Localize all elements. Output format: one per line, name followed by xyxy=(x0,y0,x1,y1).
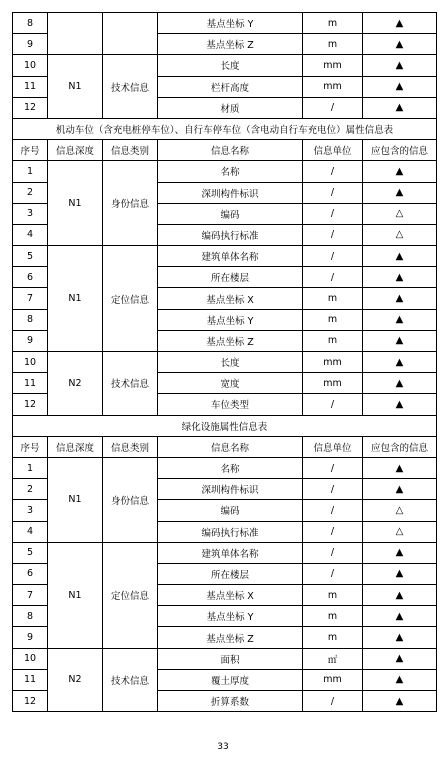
table-row xyxy=(13,542,437,563)
required-mark-cell: ▲ xyxy=(363,648,437,669)
row-number-cell: 9 xyxy=(13,34,48,55)
info-category-cell xyxy=(103,13,158,55)
info-unit-cell: m xyxy=(303,606,363,627)
info-name-cell: 名称 xyxy=(158,457,303,478)
info-depth-cell: N1 xyxy=(48,542,103,648)
row-number-cell: 9 xyxy=(13,627,48,648)
info-unit-cell: / xyxy=(303,182,363,203)
required-mark-cell: ▲ xyxy=(363,13,437,34)
row-number-cell: 4 xyxy=(13,224,48,245)
required-mark-cell: △ xyxy=(363,224,437,245)
info-name-cell: 材质 xyxy=(158,97,303,118)
info-name-cell: 所在楼层 xyxy=(158,267,303,288)
row-number-cell: 8 xyxy=(13,309,48,330)
required-mark-cell: ▲ xyxy=(363,669,437,690)
info-unit-cell: / xyxy=(303,563,363,584)
required-mark-cell: ▲ xyxy=(363,352,437,373)
info-name-cell: 折算系数 xyxy=(158,691,303,712)
table-row xyxy=(13,352,437,373)
page-number: 33 xyxy=(217,742,229,752)
row-number-cell: 8 xyxy=(13,606,48,627)
info-unit-cell: m xyxy=(303,330,363,351)
info-unit-cell: / xyxy=(303,267,363,288)
required-mark-cell: △ xyxy=(363,500,437,521)
info-name-cell: 编码 xyxy=(158,203,303,224)
info-name-cell: 深圳构件标识 xyxy=(158,479,303,500)
info-depth-cell: N1 xyxy=(48,55,103,119)
column-header: 信息类别 xyxy=(103,436,158,457)
info-name-cell: 编码 xyxy=(158,500,303,521)
row-number-cell: 10 xyxy=(13,648,48,669)
required-mark-cell: ▲ xyxy=(363,55,437,76)
column-header: 信息类别 xyxy=(103,140,158,161)
required-mark-cell: ▲ xyxy=(363,330,437,351)
table-title-row xyxy=(13,118,437,139)
row-number-cell: 12 xyxy=(13,691,48,712)
info-unit-cell: / xyxy=(303,97,363,118)
info-name-cell: 建筑单体名称 xyxy=(158,246,303,267)
info-name-cell: 名称 xyxy=(158,161,303,182)
info-unit-cell: mm xyxy=(303,669,363,690)
info-category-cell: 身份信息 xyxy=(103,161,158,246)
required-mark-cell: ▲ xyxy=(363,309,437,330)
table-row xyxy=(13,161,437,182)
required-mark-cell: ▲ xyxy=(363,288,437,309)
column-header: 序号 xyxy=(13,140,48,161)
document-page xyxy=(12,12,436,712)
row-number-cell: 3 xyxy=(13,203,48,224)
table-row xyxy=(13,13,437,34)
table-header-row xyxy=(13,140,437,161)
required-mark-cell: ▲ xyxy=(363,479,437,500)
row-number-cell: 5 xyxy=(13,542,48,563)
info-unit-cell: / xyxy=(303,394,363,415)
row-number-cell: 3 xyxy=(13,500,48,521)
table-title-row xyxy=(13,415,437,436)
info-name-cell: 宽度 xyxy=(158,373,303,394)
info-unit-cell: / xyxy=(303,500,363,521)
table-title: 绿化设施属性信息表 xyxy=(13,415,437,436)
info-depth-cell: N2 xyxy=(48,648,103,712)
info-name-cell: 基点坐标 Y xyxy=(158,309,303,330)
info-category-cell: 技术信息 xyxy=(103,55,158,119)
info-name-cell: 深圳构件标识 xyxy=(158,182,303,203)
info-unit-cell: ㎡ xyxy=(303,648,363,669)
table-title: 机动车位（含充电桩停车位）、自行车停车位（含电动自行车充电位）属性信息表 xyxy=(13,118,437,139)
column-header: 信息深度 xyxy=(48,140,103,161)
table-row xyxy=(13,55,437,76)
info-name-cell: 编码执行标准 xyxy=(158,521,303,542)
required-mark-cell: ▲ xyxy=(363,691,437,712)
required-mark-cell: ▲ xyxy=(363,246,437,267)
required-mark-cell: △ xyxy=(363,521,437,542)
info-unit-cell: / xyxy=(303,224,363,245)
info-unit-cell: m xyxy=(303,13,363,34)
row-number-cell: 4 xyxy=(13,521,48,542)
row-number-cell: 7 xyxy=(13,585,48,606)
info-unit-cell: m xyxy=(303,309,363,330)
required-mark-cell: ▲ xyxy=(363,267,437,288)
info-unit-cell: m xyxy=(303,585,363,606)
row-number-cell: 1 xyxy=(13,161,48,182)
row-number-cell: 9 xyxy=(13,330,48,351)
info-name-cell: 建筑单体名称 xyxy=(158,542,303,563)
row-number-cell: 11 xyxy=(13,669,48,690)
info-depth-cell: N1 xyxy=(48,161,103,246)
required-mark-cell: ▲ xyxy=(363,76,437,97)
table-row xyxy=(13,457,437,478)
info-name-cell: 覆土厚度 xyxy=(158,669,303,690)
column-header: 信息单位 xyxy=(303,140,363,161)
info-name-cell: 基点坐标 Z xyxy=(158,330,303,351)
info-category-cell: 技术信息 xyxy=(103,648,158,712)
info-unit-cell: / xyxy=(303,479,363,500)
info-category-cell: 身份信息 xyxy=(103,457,158,542)
column-header: 信息名称 xyxy=(158,436,303,457)
info-unit-cell: / xyxy=(303,457,363,478)
column-header: 序号 xyxy=(13,436,48,457)
info-unit-cell: m xyxy=(303,34,363,55)
info-name-cell: 长度 xyxy=(158,55,303,76)
info-unit-cell: / xyxy=(303,161,363,182)
required-mark-cell: ▲ xyxy=(363,97,437,118)
row-number-cell: 8 xyxy=(13,13,48,34)
column-header: 信息单位 xyxy=(303,436,363,457)
info-depth-cell: N2 xyxy=(48,352,103,416)
row-number-cell: 10 xyxy=(13,55,48,76)
required-mark-cell: ▲ xyxy=(363,563,437,584)
info-name-cell: 长度 xyxy=(158,352,303,373)
row-number-cell: 12 xyxy=(13,394,48,415)
row-number-cell: 2 xyxy=(13,182,48,203)
info-category-cell: 定位信息 xyxy=(103,246,158,352)
required-mark-cell: ▲ xyxy=(363,585,437,606)
required-mark-cell: ▲ xyxy=(363,161,437,182)
required-mark-cell: ▲ xyxy=(363,606,437,627)
column-header: 应包含的信息 xyxy=(363,436,437,457)
info-name-cell: 基点坐标 X xyxy=(158,288,303,309)
row-number-cell: 7 xyxy=(13,288,48,309)
row-number-cell: 12 xyxy=(13,97,48,118)
info-category-cell: 技术信息 xyxy=(103,352,158,416)
row-number-cell: 10 xyxy=(13,352,48,373)
info-name-cell: 基点坐标 Z xyxy=(158,34,303,55)
row-number-cell: 11 xyxy=(13,373,48,394)
row-number-cell: 2 xyxy=(13,479,48,500)
column-header: 应包含的信息 xyxy=(363,140,437,161)
row-number-cell: 6 xyxy=(13,267,48,288)
required-mark-cell: ▲ xyxy=(363,182,437,203)
info-unit-cell: m xyxy=(303,627,363,648)
info-unit-cell: mm xyxy=(303,352,363,373)
row-number-cell: 11 xyxy=(13,76,48,97)
info-depth-cell: N1 xyxy=(48,246,103,352)
required-mark-cell: ▲ xyxy=(363,627,437,648)
info-name-cell: 基点坐标 Y xyxy=(158,13,303,34)
row-number-cell: 6 xyxy=(13,563,48,584)
info-category-cell: 定位信息 xyxy=(103,542,158,648)
required-mark-cell: ▲ xyxy=(363,373,437,394)
info-name-cell: 基点坐标 X xyxy=(158,585,303,606)
column-header: 信息名称 xyxy=(158,140,303,161)
info-name-cell: 所在楼层 xyxy=(158,563,303,584)
required-mark-cell: ▲ xyxy=(363,457,437,478)
info-name-cell: 编码执行标准 xyxy=(158,224,303,245)
info-unit-cell: mm xyxy=(303,373,363,394)
required-mark-cell: ▲ xyxy=(363,34,437,55)
info-unit-cell: / xyxy=(303,521,363,542)
attribute-tables xyxy=(12,12,437,712)
table-row xyxy=(13,246,437,267)
info-unit-cell: mm xyxy=(303,55,363,76)
table-row xyxy=(13,648,437,669)
table-header-row xyxy=(13,436,437,457)
info-depth-cell xyxy=(48,13,103,55)
required-mark-cell: △ xyxy=(363,203,437,224)
row-number-cell: 1 xyxy=(13,457,48,478)
required-mark-cell: ▲ xyxy=(363,542,437,563)
required-mark-cell: ▲ xyxy=(363,394,437,415)
info-name-cell: 基点坐标 Y xyxy=(158,606,303,627)
info-unit-cell: / xyxy=(303,203,363,224)
info-name-cell: 车位类型 xyxy=(158,394,303,415)
info-name-cell: 面积 xyxy=(158,648,303,669)
info-unit-cell: / xyxy=(303,542,363,563)
info-unit-cell: / xyxy=(303,246,363,267)
info-name-cell: 栏杆高度 xyxy=(158,76,303,97)
row-number-cell: 5 xyxy=(13,246,48,267)
info-depth-cell: N1 xyxy=(48,457,103,542)
info-unit-cell: m xyxy=(303,288,363,309)
info-name-cell: 基点坐标 Z xyxy=(158,627,303,648)
column-header: 信息深度 xyxy=(48,436,103,457)
info-unit-cell: / xyxy=(303,691,363,712)
info-unit-cell: mm xyxy=(303,76,363,97)
